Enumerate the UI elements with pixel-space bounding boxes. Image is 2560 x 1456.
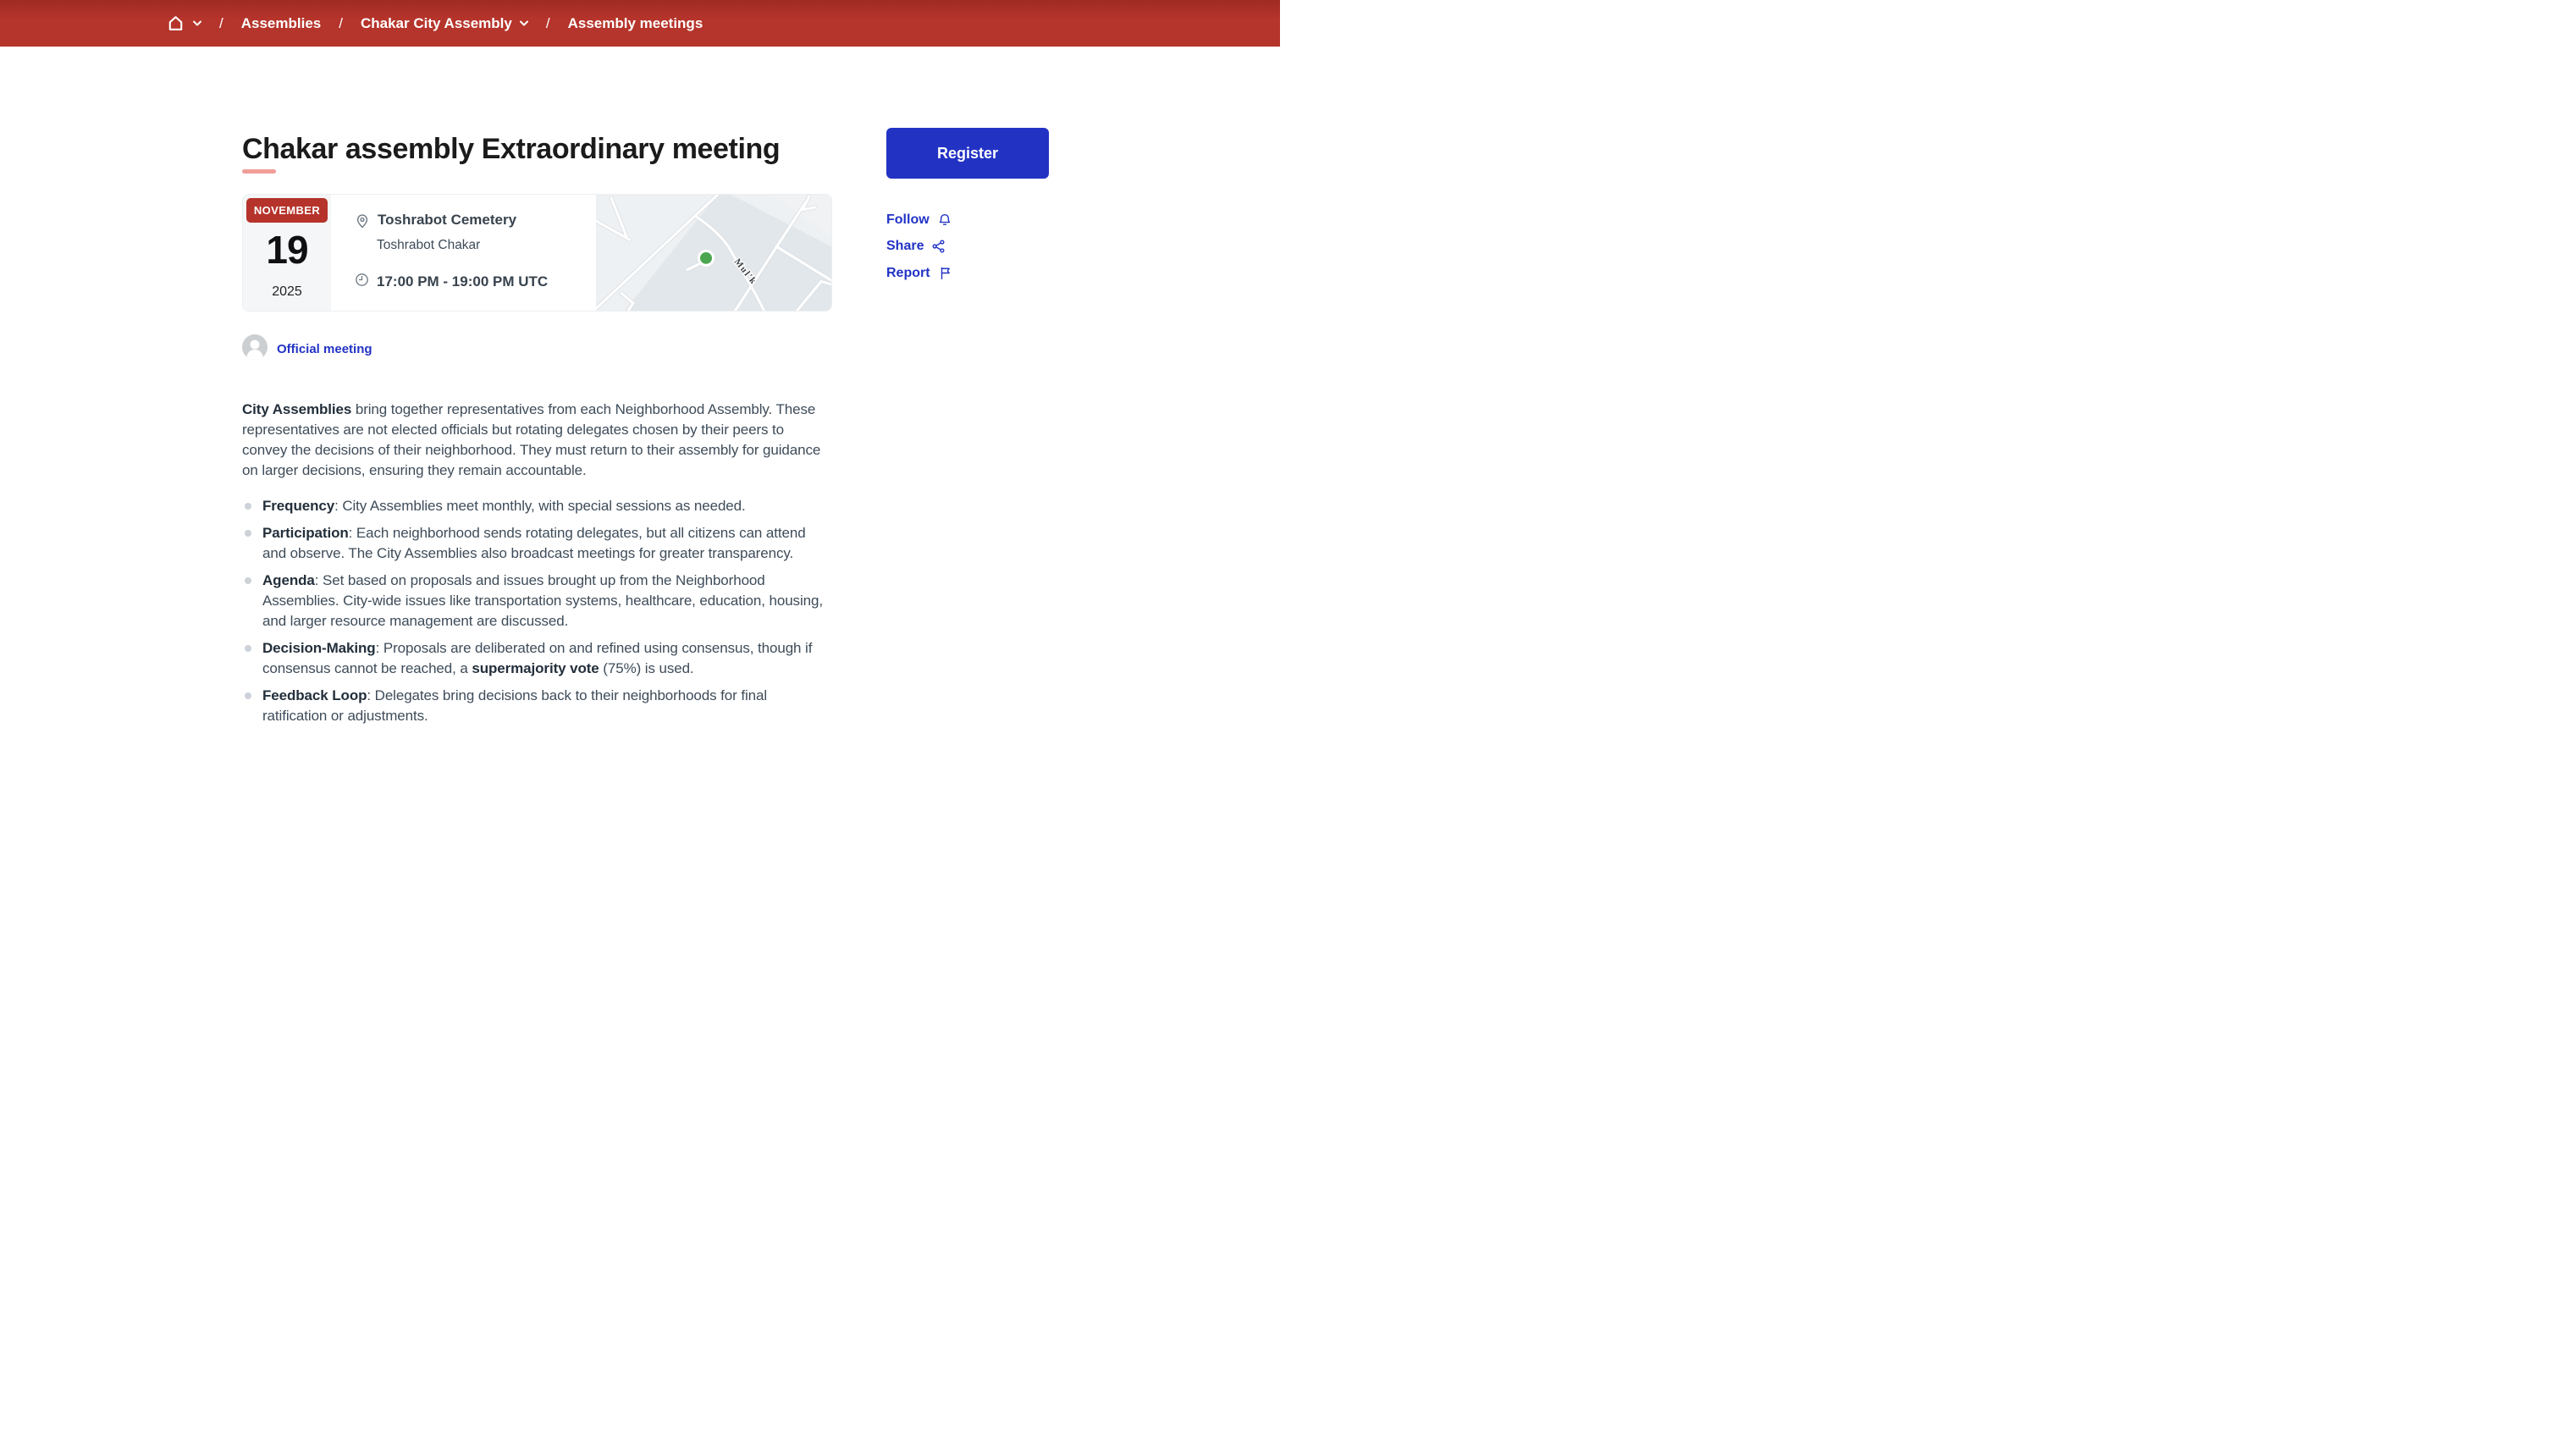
register-button[interactable]: Register	[886, 128, 1049, 179]
breadcrumb-separator: /	[339, 14, 343, 31]
map-pin-icon	[354, 212, 371, 234]
breadcrumb-item-meetings[interactable]: Assembly meetings	[567, 14, 703, 31]
event-year: 2025	[272, 284, 302, 299]
bullet-dot	[245, 692, 251, 699]
official-meeting-link[interactable]: Official meeting	[277, 341, 372, 356]
event-month-badge: NOVEMBER	[246, 198, 328, 223]
title-underline	[242, 169, 276, 174]
breadcrumb-separator: /	[545, 14, 550, 31]
location-address: Toshrabot Chakar	[377, 238, 481, 252]
event-date	[243, 195, 331, 311]
breadcrumb-separator: /	[219, 14, 223, 31]
description-list	[242, 496, 832, 726]
event-card	[242, 194, 832, 312]
list-item-text: Frequency: City Assemblies meet monthly, with special sessions as needed.	[262, 498, 746, 514]
chevron-down-icon[interactable]	[193, 20, 201, 27]
bullet-dot	[245, 530, 251, 537]
side-actions	[886, 212, 953, 281]
breadcrumb-item-assembly[interactable]: Chakar City Assembly	[360, 14, 512, 31]
map-thumbnail	[596, 195, 831, 311]
bell-icon	[937, 212, 952, 228]
report-label: Report	[886, 265, 930, 280]
list-item-text: Decision-Making: Proposals are deliberated on and refined using consensus, though if consensus cannot be reached, a supermajority vote (75%) is used.	[262, 640, 813, 676]
map-road-label: Mul'k	[731, 256, 759, 287]
event-day: 19	[266, 228, 308, 272]
home-icon[interactable]	[166, 14, 185, 33]
report-link[interactable]	[886, 265, 953, 281]
follow-link[interactable]	[886, 212, 953, 228]
map-graphic	[596, 195, 831, 311]
share-nodes-icon	[931, 239, 946, 254]
location-name: Toshrabot Cemetery	[378, 212, 517, 228]
avatar	[242, 334, 268, 364]
list-item	[242, 686, 832, 726]
clock-icon	[354, 272, 370, 292]
bullet-dot	[245, 577, 251, 584]
list-item-text: Participation: Each neighborhood sends rotating delegates, but all citizens can attend and observe. The City Assemblies also broadcast meetings for greater transparency.	[262, 525, 806, 561]
event-info	[331, 195, 596, 311]
chevron-down-icon[interactable]	[520, 20, 528, 27]
list-item	[242, 496, 832, 516]
breadcrumb-home[interactable]	[166, 14, 201, 33]
list-item	[242, 523, 832, 564]
bullet-dot	[245, 503, 251, 510]
list-item	[242, 638, 832, 679]
follow-label: Follow	[886, 212, 930, 227]
description-paragraph: City Assemblies bring together representatives from each Neighborhood Assembly. These representatives are not elected officials but rotating delegates chosen by their peers to convey the decisions of their neighborhood. They must return to their assembly for guidance on larger decisions, ensuring they remain accountable.	[242, 401, 821, 478]
main-content	[242, 132, 832, 728]
page-title: Chakar assembly Extraordinary meeting	[242, 133, 781, 165]
event-time: 17:00 PM - 19:00 PM UTC	[377, 273, 549, 290]
bullet-dot	[245, 645, 251, 652]
list-item-text: Agenda: Set based on proposals and issues brought up from the Neighborhood Assemblies. City-wide issues like transportation systems, healthcare, education, housing, and larger resource management are discussed.	[262, 572, 823, 629]
breadcrumb-item-assemblies[interactable]: Assemblies	[240, 14, 322, 31]
share-label: Share	[886, 239, 924, 253]
meeting-meta	[242, 336, 832, 361]
breadcrumb	[0, 0, 1280, 47]
list-item	[242, 571, 832, 631]
share-link[interactable]	[886, 239, 953, 254]
list-item-text: Feedback Loop: Delegates bring decisions back to their neighborhoods for final ratification or adjustments.	[262, 687, 768, 724]
meeting-page	[0, 0, 1280, 728]
map-marker	[699, 251, 714, 266]
flag-icon	[938, 265, 953, 281]
